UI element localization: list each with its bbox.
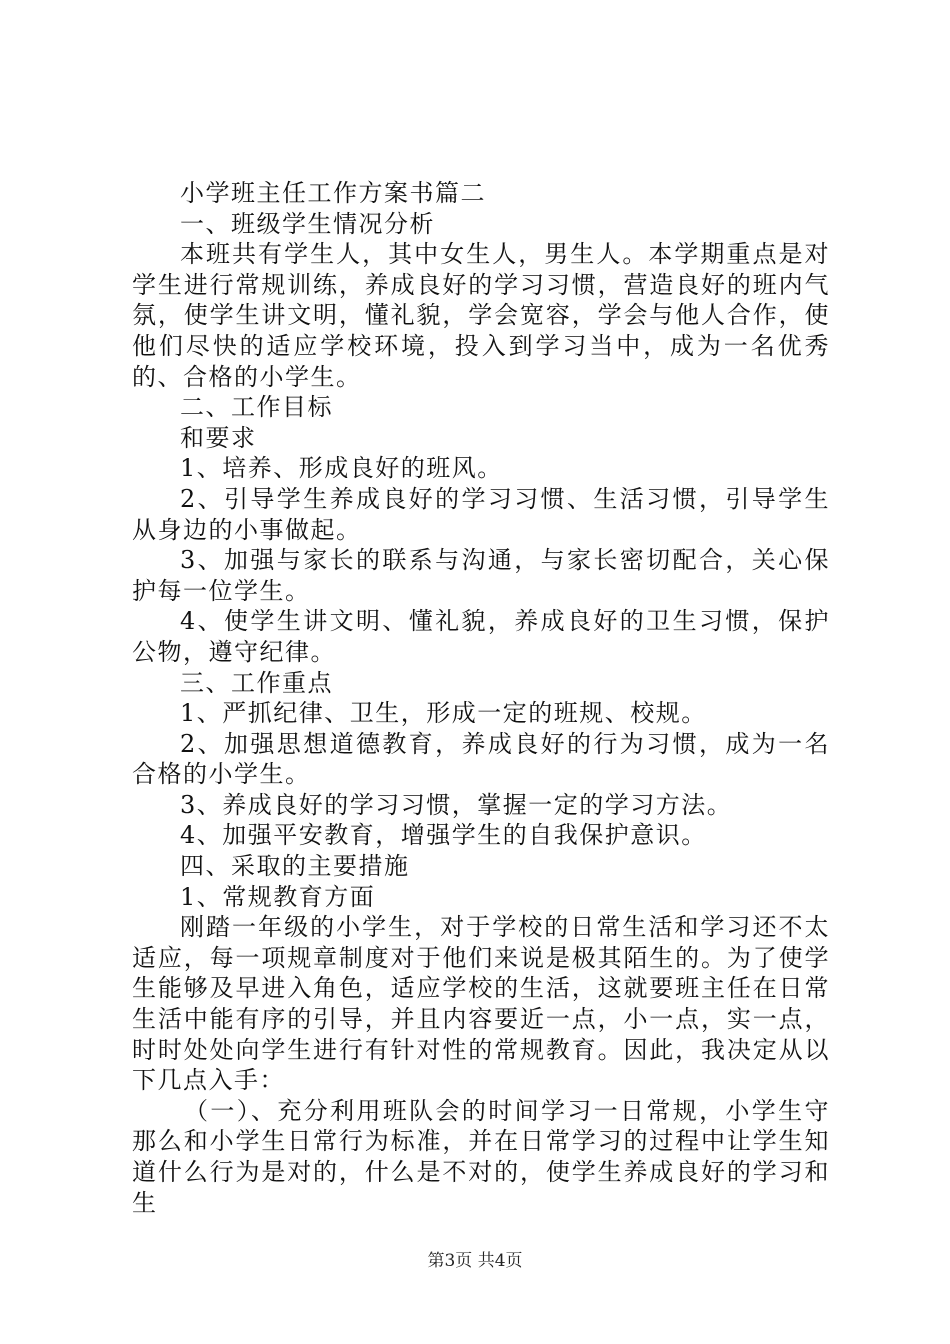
section-heading: 一、班级学生情况分析	[180, 209, 435, 238]
paragraph: （一）、充分利用班队会的时间学习一日常规，小学生守那么和小学生日常行为标准，并在日常学习的过程中让学生知道什么行为是对的，什么是不对的，使学生养成良好的学习和生	[132, 1096, 830, 1217]
section-heading: 二、工作目标	[180, 393, 333, 422]
document-body	[132, 178, 830, 1218]
list-item: 2、引导学生养成良好的学习习惯、生活习惯，引导学生从身边的小事做起。	[132, 484, 830, 544]
list-item: 4、使学生讲文明、懂礼貌，养成良好的卫生习惯，保护公物，遵守纪律。	[132, 607, 830, 666]
list-item: 3、加强与家长的联系与沟通，与家长密切配合，关心保护每一位学生。	[132, 546, 830, 605]
list-item: 4、加强平安教育，增强学生的自我保护意识。	[180, 821, 707, 850]
list-item: 3、养成良好的学习习惯，掌握一定的学习方法。	[180, 790, 733, 819]
list-item: 1、严抓纪律、卫生，形成一定的班规、校规。	[180, 699, 707, 728]
section-heading: 四、采取的主要措施	[180, 852, 410, 881]
page-footer: 第3页 共4页	[427, 1251, 523, 1271]
subsection-heading: 1、常规教育方面	[180, 882, 376, 911]
document-title: 小学班主任工作方案书篇二	[180, 179, 486, 207]
paragraph: 本班共有学生人，其中女生人，男生人。本学期重点是对学生进行常规训练，养成良好的学习习惯，营造良好的班内气氛，使学生讲文明，懂礼貌，学会宽容，学会与他人合作，使他们尽快的适应学校环境，投入到学习当中，成为一名优秀的、合格的小学生。	[132, 240, 830, 391]
list-item: 2、加强思想道德教育，养成良好的行为习惯，成为一名合格的小学生。	[132, 729, 830, 789]
section-heading: 三、工作重点	[180, 668, 333, 697]
paragraph: 刚踏一年级的小学生，对于学校的日常生活和学习还不太适应，每一项规章制度对于他们来说是极其陌生的。为了使学生能够及早进入角色，适应学校的生活，这就要班主任在日常生活中能有序的引导，并且内容要近一点，小一点，实一点，时时处处向学生进行有针对性的常规教育。因此，我决定从以下几点入手：	[132, 913, 830, 1095]
section-heading-continuation: 和要求	[180, 423, 257, 452]
list-item: 1、培养、形成良好的班风。	[180, 454, 503, 483]
